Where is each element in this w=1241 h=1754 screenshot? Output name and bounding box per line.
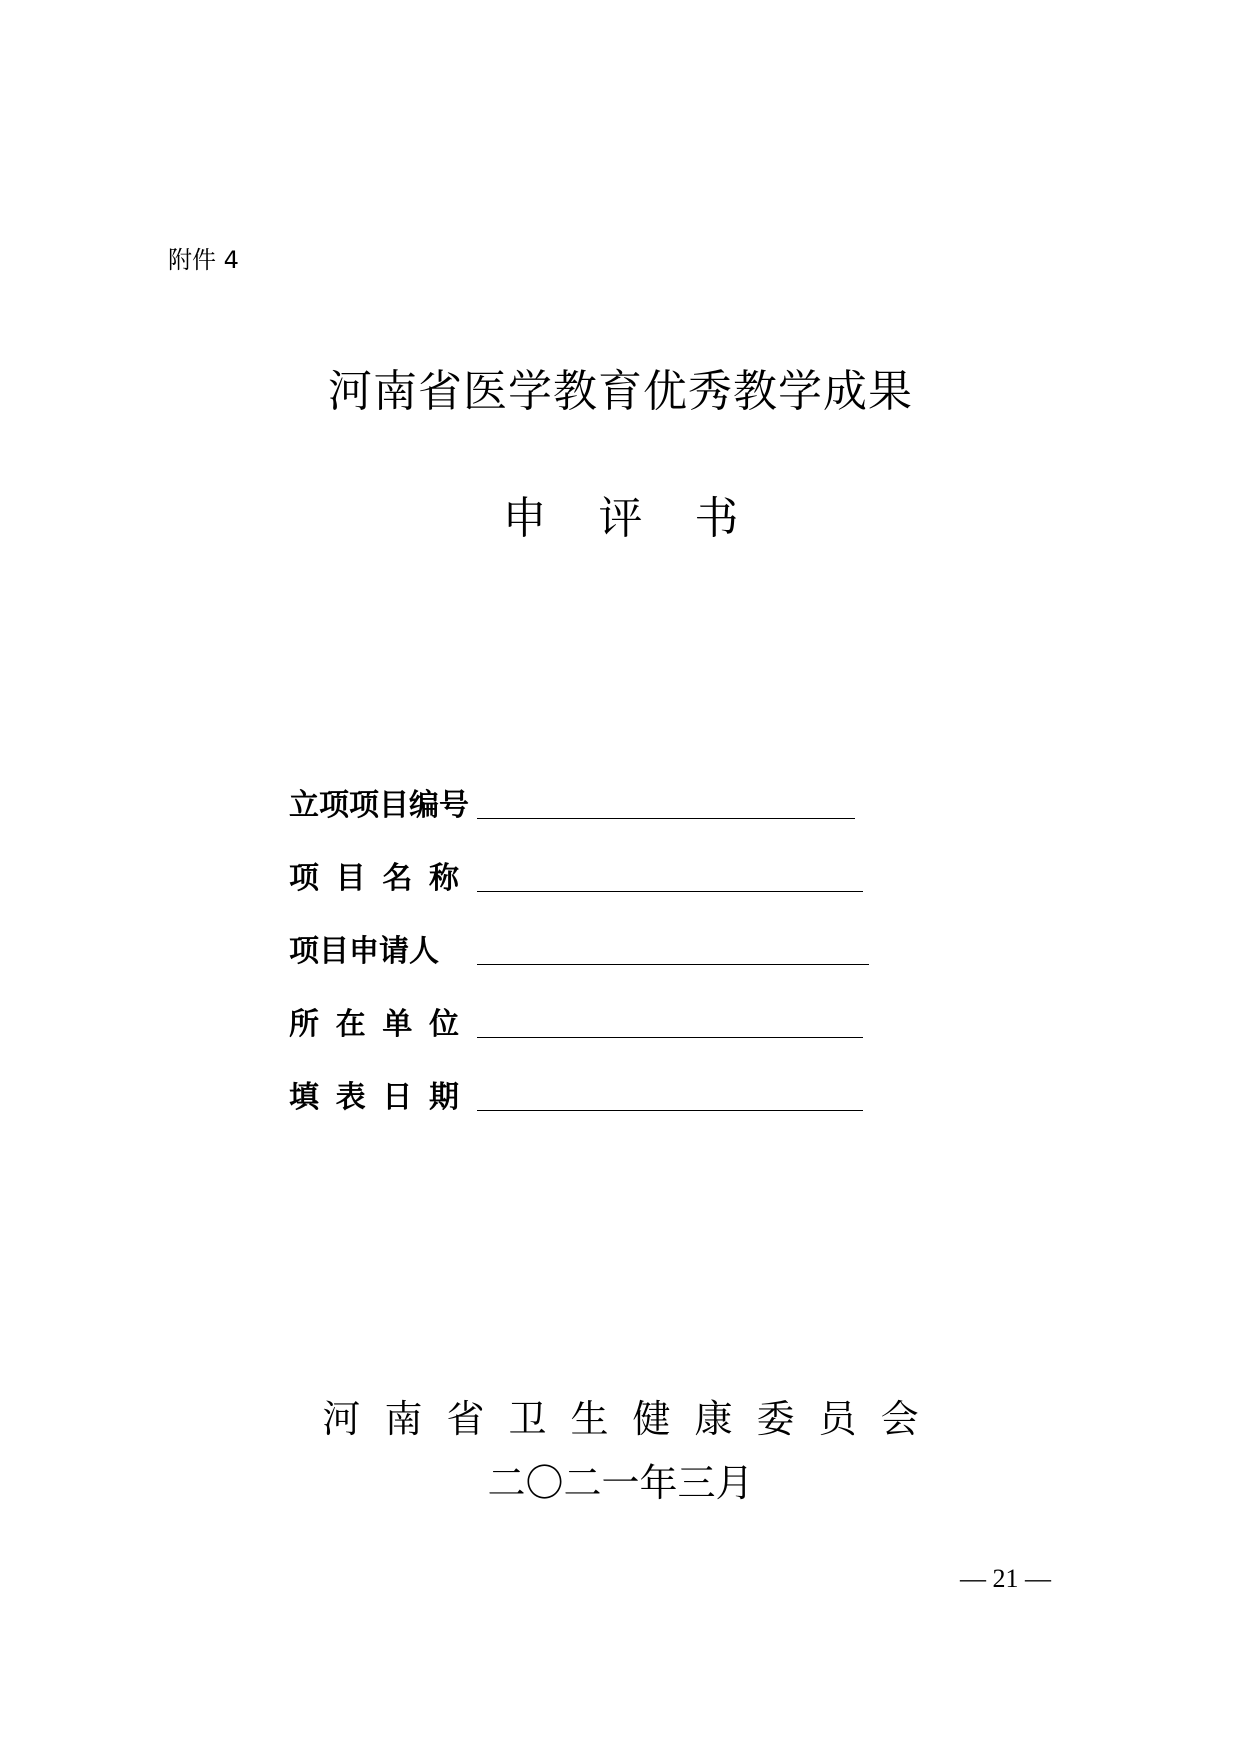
field-row-organization bbox=[289, 999, 929, 1072]
project-name-line[interactable] bbox=[477, 891, 863, 892]
field-label-char: 称 bbox=[428, 861, 459, 896]
field-label-char: 表 bbox=[335, 1080, 366, 1115]
issuer-char: 员 bbox=[818, 1397, 857, 1441]
field-label: 项目申请人 bbox=[289, 934, 439, 969]
page-number: — 21 — bbox=[960, 1564, 1051, 1593]
issuer-char: 省 bbox=[446, 1397, 485, 1441]
project-number-line[interactable] bbox=[477, 818, 855, 819]
subtitle-char: 书 bbox=[694, 493, 739, 544]
document-title: 河南省医学教育优秀教学成果 bbox=[328, 366, 913, 417]
field-label bbox=[289, 1072, 459, 1116]
issuer-char: 卫 bbox=[508, 1397, 547, 1441]
field-label-char: 日 bbox=[382, 1080, 413, 1115]
field-label-char: 填 bbox=[289, 1080, 319, 1115]
issuing-authority bbox=[0, 1388, 1241, 1443]
issuer-char: 河 bbox=[322, 1397, 361, 1441]
field-row-fill-date bbox=[289, 1072, 929, 1145]
field-label: 立项项目编号 bbox=[289, 788, 469, 823]
field-row-project-number bbox=[289, 780, 929, 853]
issuer-char: 委 bbox=[756, 1397, 795, 1441]
applicant-line[interactable] bbox=[477, 964, 869, 965]
subtitle-char: 申 bbox=[502, 493, 547, 544]
issuer-char: 南 bbox=[384, 1397, 423, 1441]
field-label bbox=[289, 999, 459, 1043]
field-label-char: 位 bbox=[428, 1007, 459, 1042]
field-row-project-name bbox=[289, 853, 929, 926]
issue-date: 二〇二一年三月 bbox=[487, 1461, 754, 1505]
attachment-label: 附件 4 bbox=[168, 246, 239, 274]
field-label-char: 在 bbox=[335, 1007, 366, 1042]
field-label-char: 目 bbox=[335, 861, 366, 896]
fill-date-line[interactable] bbox=[477, 1110, 863, 1111]
issuer-char: 生 bbox=[570, 1397, 609, 1441]
form-fields bbox=[289, 780, 929, 1145]
issuer-char: 健 bbox=[632, 1397, 671, 1441]
field-label-char: 名 bbox=[382, 861, 413, 896]
document-subtitle bbox=[0, 482, 1241, 546]
field-label-char: 期 bbox=[428, 1080, 459, 1115]
issuer-char: 会 bbox=[880, 1397, 919, 1441]
organization-line[interactable] bbox=[477, 1037, 863, 1038]
field-row-applicant bbox=[289, 926, 929, 999]
field-label-char: 项 bbox=[289, 861, 319, 896]
field-label bbox=[289, 853, 459, 897]
subtitle-char: 评 bbox=[598, 493, 643, 544]
field-label-char: 所 bbox=[289, 1007, 319, 1042]
issuer-char: 康 bbox=[694, 1397, 733, 1441]
field-label-char: 单 bbox=[382, 1007, 413, 1042]
